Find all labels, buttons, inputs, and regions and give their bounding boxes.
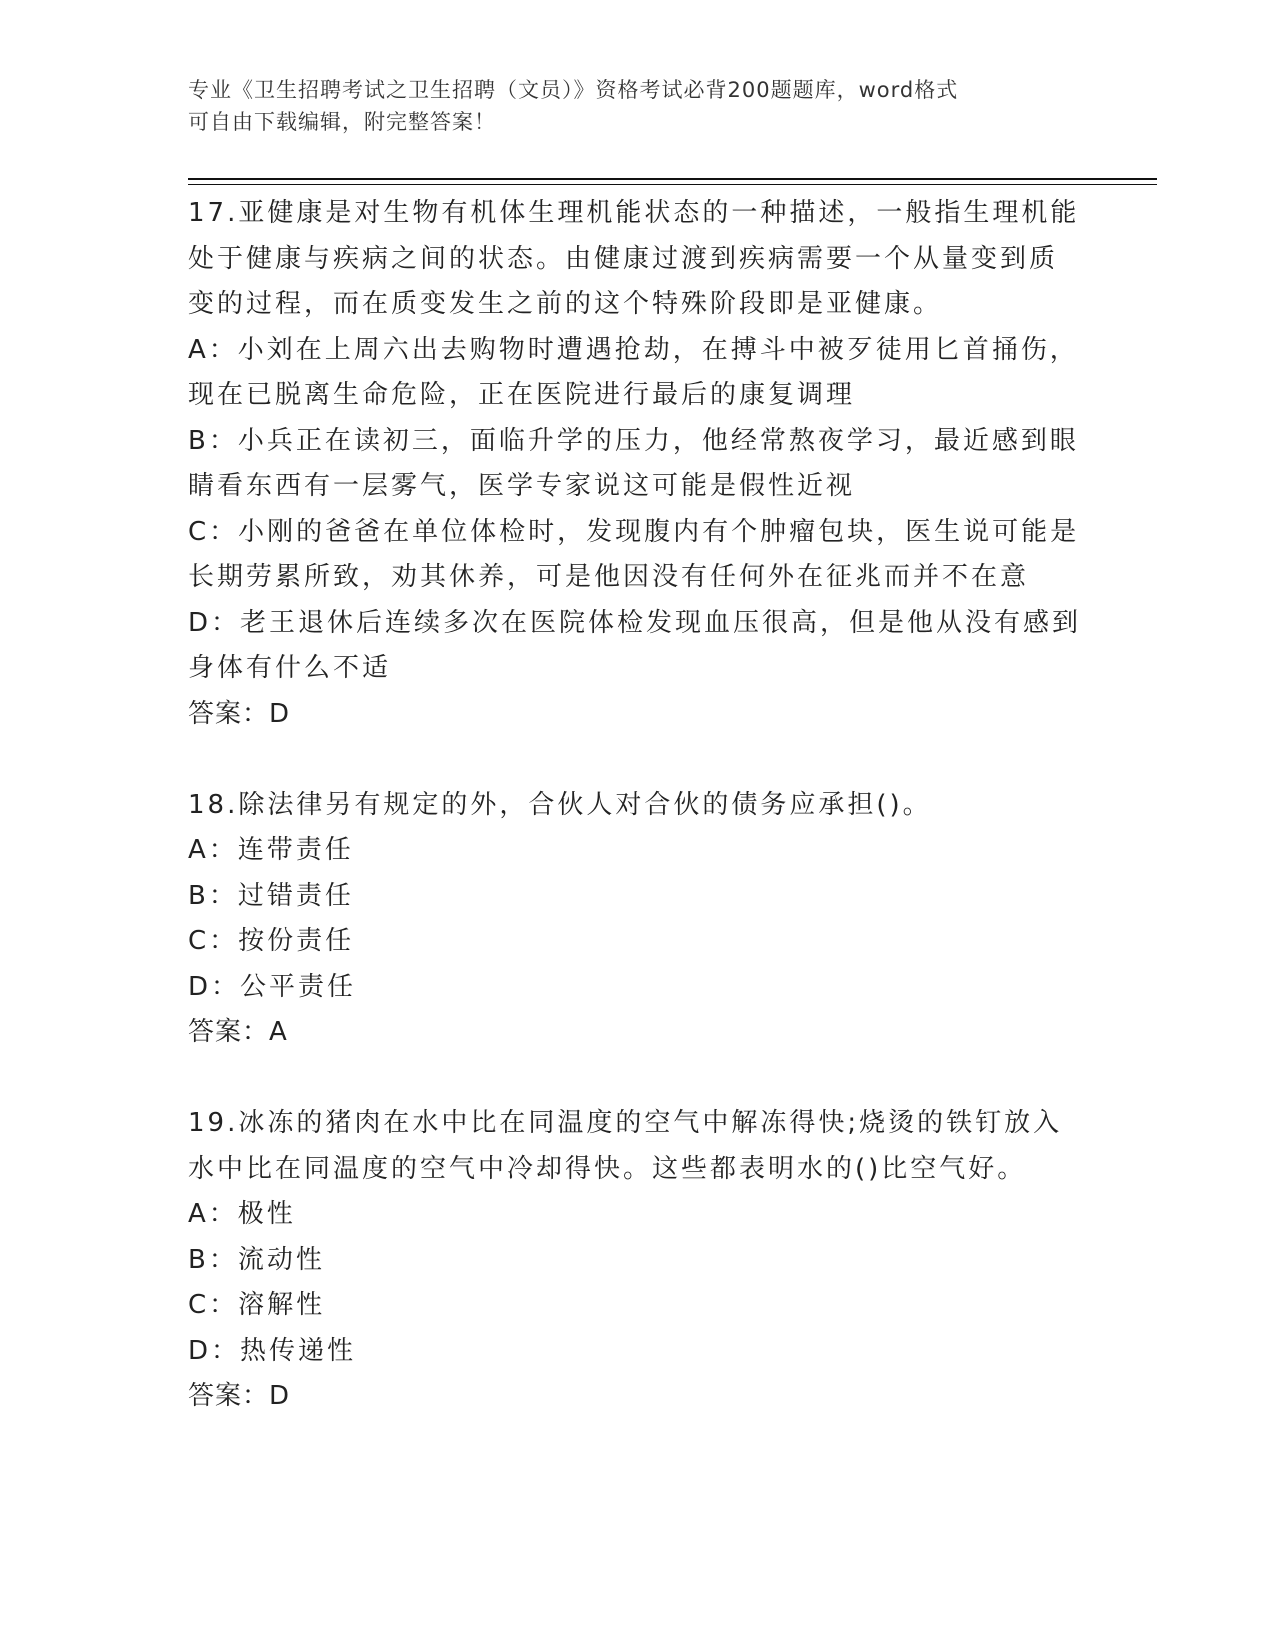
- option-c-line: C：溶解性: [188, 1290, 326, 1320]
- option-d-line: 身体有什么不适: [188, 653, 392, 683]
- option-b-line: 睛看东西有一层雾气，医学专家说这可能是假性近视: [188, 471, 856, 501]
- option-a-line: A：小刘在上周六出去购物时遭遇抢劫，在搏斗中被歹徒用匕首捅伤，: [188, 334, 1079, 365]
- option-b-line: B：过错责任: [188, 880, 354, 911]
- header-line-2: 可自由下载编辑，附完整答案！: [188, 110, 496, 134]
- question-stem-line: 19.冰冻的猪肉在水中比在同温度的空气中解冻得快;烧烫的铁钉放入: [188, 1108, 1063, 1138]
- question-19: [188, 1101, 1088, 1420]
- option-d-line: D：老王退休后连续多次在医院体检发现血压很高，但是他从没有感到: [188, 607, 1082, 638]
- answer-label: 答案：D: [188, 1381, 291, 1411]
- header-line-1: 专业《卫生招聘考试之卫生招聘（文员）》资格考试必背200题题库，word格式: [188, 78, 959, 102]
- header-divider-thin: [188, 184, 1157, 185]
- question-stem-line: 水中比在同温度的空气中冷却得快。这些都表明水的()比空气好。: [188, 1153, 1027, 1184]
- question-spacer: [188, 1056, 1088, 1102]
- question-stem-line: 变的过程，而在质变发生之前的这个特殊阶段即是亚健康。: [188, 289, 943, 319]
- option-a-line: A：极性: [188, 1199, 296, 1229]
- question-stem-line: 18.除法律另有规定的外，合伙人对合伙的债务应承担()。: [188, 789, 932, 820]
- document-header: [188, 74, 1088, 138]
- question-list: [188, 191, 1088, 1420]
- header-divider-thick: [188, 178, 1157, 180]
- question-spacer: [188, 737, 1088, 783]
- option-a-line: A：连带责任: [188, 835, 354, 865]
- question-stem-line: 17.亚健康是对生物有机体生理机能状态的一种描述，一般指生理机能: [188, 198, 1080, 228]
- option-c-line: 长期劳累所致，劝其休养，可是他因没有任何外在征兆而并不在意: [188, 562, 1030, 592]
- option-b-line: B：流动性: [188, 1244, 325, 1275]
- option-c-line: C：按份责任: [188, 926, 355, 956]
- question-stem-line: 处于健康与疾病之间的状态。由健康过渡到疾病需要一个从量变到质: [188, 243, 1059, 274]
- question-17: [188, 191, 1088, 737]
- option-c-line: C：小刚的爸爸在单位体检时，发现腹内有个肿瘤包块，医生说可能是: [188, 516, 1080, 547]
- option-d-line: D：公平责任: [188, 971, 357, 1002]
- option-a-line: 现在已脱离生命危险，正在医院进行最后的康复调理: [188, 380, 856, 410]
- option-d-line: D：热传递性: [188, 1335, 357, 1366]
- option-b-line: B：小兵正在读初三，面临升学的压力，他经常熬夜学习，最近感到眼: [188, 425, 1079, 456]
- answer-label: 答案：A: [188, 1017, 288, 1047]
- question-18: [188, 783, 1088, 1056]
- answer-label: 答案：D: [188, 698, 291, 729]
